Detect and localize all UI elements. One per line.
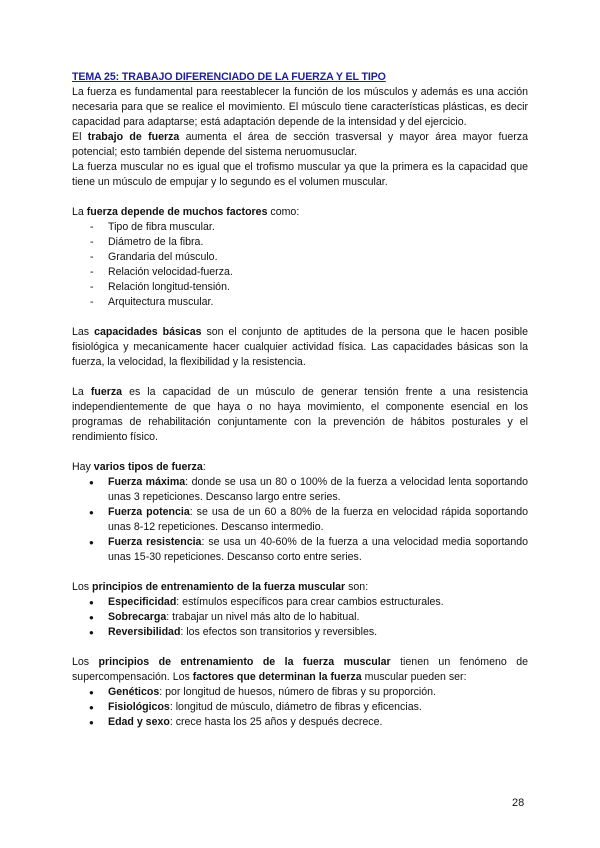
intro-paragraph-1: La fuerza es fundamental para reestablecer la función de los músculos y además es una acción necesaria para que se realice el movimiento. El músculo tiene características plásticas, es decir capacidad para adaptarse; está adaptación depende de la intensidad y del ejercicio. bbox=[72, 86, 528, 128]
list-item: ● Especificidad: estímulos específicos para crear cambios estructurales. bbox=[72, 595, 528, 610]
tipos-list bbox=[72, 475, 528, 565]
list-item: - Arquitectura muscular. bbox=[72, 295, 528, 310]
intro-paragraph-3: La fuerza muscular no es igual que el trofismo muscular ya que la primera es la capacidad que tiene un músculo de empujar y lo segundo es el volumen muscular. bbox=[72, 161, 528, 188]
fuerza-definition-paragraph: La fuerza es la capacidad de un músculo de generar tensión frente a una resistencia independientemente de que haya o no haya movimiento, el componente esencial en los programas de rehabilitación conjuntamente con la prevención de hábitos posturales y el rendimiento físico. bbox=[72, 386, 528, 443]
list-item: - Tipo de fibra muscular. bbox=[72, 220, 528, 235]
list-item: ● Edad y sexo: crece hasta los 25 años y después decrece. bbox=[72, 715, 528, 730]
list-item: ● Reversibilidad: los efectos son transitorios y reversibles. bbox=[72, 625, 528, 640]
capacidades-paragraph: Las capacidades básicas son el conjunto de aptitudes de la persona que le hacen posible fisiológica y mecanicamente hacer cualquier actividad física. Las capacidades básicas son la fuerza, la velocidad, la flexibilidad y la resistencia. bbox=[72, 326, 528, 368]
document-page bbox=[72, 70, 528, 730]
list-item: ● Genéticos: por longitud de huesos, número de fibras y su proporción. bbox=[72, 685, 528, 700]
page-number: 28 bbox=[512, 797, 525, 809]
list-item: - Grandaria del músculo. bbox=[72, 250, 528, 265]
list-item: ● Fisiológicos: longitud de músculo, diámetro de fibras y eficencias. bbox=[72, 700, 528, 715]
list-item: - Relación velocidad-fuerza. bbox=[72, 265, 528, 280]
factores-list bbox=[72, 685, 528, 730]
factors-list bbox=[72, 220, 528, 310]
list-item: ● Fuerza potencia: se usa de un 60 a 80% de la fuerza en velocidad rápida soportando unas 8-12 repeticiones. Descanso intermedio. bbox=[72, 505, 528, 535]
list-item: - Diámetro de la fibra. bbox=[72, 235, 528, 250]
list-item: ● Sobrecarga: trabajar un nivel más alto de lo habitual. bbox=[72, 610, 528, 625]
list-item: ● Fuerza resistencia: se usa un 40-60% de la fuerza a una velocidad media soportando unas 15-30 repeticiones. Descanso corto entre series. bbox=[72, 535, 528, 565]
factors-heading: La fuerza depende de muchos factores como: bbox=[72, 206, 300, 218]
intro-paragraph-2: El trabajo de fuerza aumenta el área de sección trasversal y mayor área mayor fuerza potencial; esto también depende del sistema neruomusuclar. bbox=[72, 131, 528, 158]
tipos-heading: Hay varios tipos de fuerza: bbox=[72, 461, 206, 473]
list-item: ● Fuerza máxima: donde se usa un 80 o 100% de la fuerza a velocidad lenta soportando unas 3 repeticiones. Descanso largo entre series. bbox=[72, 475, 528, 505]
list-item: - Relación longitud-tensión. bbox=[72, 280, 528, 295]
principios-list bbox=[72, 595, 528, 640]
principios-heading: Los principios de entrenamiento de la fuerza muscular son: bbox=[72, 581, 369, 593]
page-title: TEMA 25: TRABAJO DIFERENCIADO DE LA FUERZA Y EL TIPO bbox=[72, 71, 386, 83]
factores-paragraph: Los principios de entrenamiento de la fuerza muscular tienen un fenómeno de supercompensación. Los factores que determinan la fuerza muscular pueden ser: bbox=[72, 656, 528, 683]
